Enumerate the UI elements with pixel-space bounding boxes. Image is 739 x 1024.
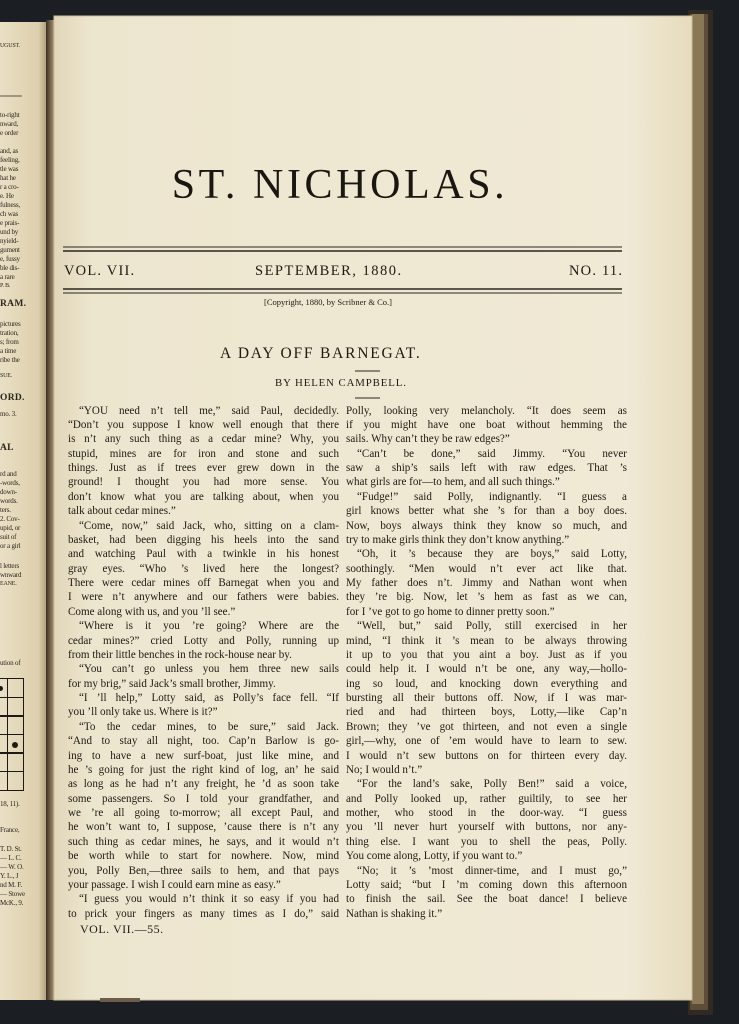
text-line: mind, “I think it ’s mean to be always throwing <box>346 634 627 647</box>
left-fragment-line: T. D. St. <box>0 845 22 853</box>
text-line: if you might have one boat without hemming the <box>346 418 627 431</box>
text-line: “And to stay all night, too. Cap’n Barlow is go- <box>68 735 339 748</box>
text-line: as long as he had n’t any freight, he ’d as soon take <box>68 778 339 791</box>
text-line: “Well, but,” said Polly, still exercised in her <box>357 620 627 633</box>
text-line: it up to you that you aint a boy. Just as if you <box>346 648 627 661</box>
text-line: is n’t any such thing as a cedar mine? Why, you <box>68 433 339 446</box>
left-fragment-line: tle was <box>0 165 19 173</box>
text-line: we ’re all going to-morrow; all except Paul, and <box>68 807 339 819</box>
text-line: to finish the sail. See the boat dance! I believe <box>346 893 627 906</box>
text-line: stupid, mines are for iron and stone and such <box>68 447 339 460</box>
text-line: you ’ll never hurt yourself with buttons, nor any- <box>346 821 627 834</box>
left-fragment-line: e prais- <box>0 219 20 227</box>
text-line: girl knows better what she ’s for than a boy does. <box>346 505 627 518</box>
text-line: ing to have a new surf-boat, just like mine, and <box>68 749 339 762</box>
masthead-title: ST. NICHOLAS. <box>171 162 509 208</box>
left-fragment-line: fulness, <box>0 201 20 209</box>
text-line: Lotty said; “but I ’m coming down this afternoon <box>346 878 627 891</box>
page-signature: VOL. VII.—55. <box>80 922 164 936</box>
text-line: “I guess you would n’t think it so easy if you had <box>79 893 339 906</box>
text-line: what girls are for—to hem, and all such things.” <box>346 476 560 489</box>
left-fragment-line: 18, 11). <box>0 800 20 808</box>
article-byline: BY HELEN CAMPBELL. <box>275 377 407 389</box>
left-fragment-line: nward, <box>0 120 19 128</box>
text-line: gray eyes. “Who ’s lived here the longest? <box>68 562 339 575</box>
left-fragment-line: France, <box>0 826 20 834</box>
article-title: A DAY OFF BARNEGAT. <box>220 345 422 362</box>
text-line: “To the cedar mines, to be sure,” said Jack. <box>79 720 339 733</box>
text-line: My father does n’t. Jimmy and Nathan wont when <box>346 577 627 589</box>
text-line: for I ’ve got to go home to dinner pretty soon.” <box>346 605 555 618</box>
left-fragment-line: -words, <box>0 479 20 487</box>
text-line: and watching Paul with a twinkle in his honest <box>68 548 339 561</box>
text-line: you, Polly Ben,—three sails to hem, and that pays <box>68 864 339 877</box>
issue-date: SEPTEMBER, 1880. <box>255 263 403 279</box>
text-line: “YOU need n’t tell me,” said Paul, decidedly. <box>79 404 339 417</box>
text-line: Brown; they ’ve got thirteen, and not even a single <box>346 720 627 733</box>
text-line: Nathan is shaking it.” <box>346 907 443 920</box>
text-line: and Polly looked up, rather guiltily, to see her <box>346 792 627 805</box>
text-line: I were n’t anywhere and our fathers were babies. <box>68 591 339 604</box>
text-line: No; I would n’t.” <box>346 763 423 776</box>
left-fragment-line: s; from <box>0 338 19 346</box>
grid-dot <box>12 742 18 748</box>
left-fragment-line: e. He <box>0 192 14 200</box>
left-fragment-line: ORD. <box>0 393 25 403</box>
text-line: “Come, now,” said Jack, who, sitting on a clam- <box>79 519 339 532</box>
left-fragment-line: nd M. F. <box>0 881 22 889</box>
left-fragment-line: 2. Cov- <box>0 515 20 523</box>
text-line: to prick your fingers as many times as I do,” said <box>68 907 339 920</box>
text-line: “I ’ll help,” Lotty said, as Polly’s face fell. “If <box>79 692 339 704</box>
left-fragment-line: a rare <box>0 273 15 281</box>
text-line: sails. Why can’t they be raw edges?” <box>346 433 510 446</box>
puzzle-grid <box>0 678 26 792</box>
left-fragment-line: a time <box>0 347 17 355</box>
text-line: your passage. I wish I could earn mine as easy.” <box>68 878 281 891</box>
left-fragment-line: P. B. <box>0 283 11 289</box>
left-fragment-line: rd and <box>0 470 17 478</box>
text-line: “You can’t go unless you hem three new sails <box>79 663 339 676</box>
left-fragment-line: and, as <box>0 147 19 155</box>
text-line: “Don’t you suppose I know well enough that there <box>68 418 339 431</box>
left-fragment-line: UGUST. <box>0 43 20 49</box>
text-line: Now, boys always think they know so much, and <box>346 519 627 532</box>
left-fragment-line: nyield- <box>0 237 19 245</box>
text-line: I would n’t sew buttons on for thirteen every day. <box>346 749 627 762</box>
text-line: There were cedar mines off Barnegat when you and <box>68 577 339 589</box>
left-fragment-line: ution of <box>0 659 21 667</box>
left-fragment-line: r a cro- <box>0 183 19 191</box>
text-line: he ’s going for just the right kind of log, an’ he said <box>68 763 339 776</box>
text-line: try to make girls think they don’t know anything.” <box>346 533 570 546</box>
left-fragment-line: pictures <box>0 320 21 328</box>
text-line: You come along, Lotty, if you want to.” <box>346 850 523 863</box>
text-line: “For the land’s sake, Polly Ben!” said a voice, <box>357 778 627 791</box>
text-line: thing else. I want you to shell the peas, Polly. <box>346 835 627 848</box>
text-line: basket, had been digging his heels into the sand <box>68 533 339 546</box>
left-fragment-line: Y. L., J <box>0 872 19 880</box>
text-line: cedar mines?” cried Lotty and Polly, running up <box>68 634 339 647</box>
left-fragment-line: or a girl <box>0 542 21 550</box>
left-fragment-line: hat he <box>0 174 16 182</box>
left-fragment-line: l letters <box>0 562 19 570</box>
left-fragment-line: ribe the <box>0 356 20 364</box>
text-line: be worth while to start for nowhere. Now, mind <box>68 850 339 863</box>
left-fragment-line: EANE. <box>0 581 17 587</box>
text-line: for my brig,” said Jack’s small brother, Jimmy. <box>68 677 276 690</box>
text-line: soothingly. “Men would n’t ever act like that. <box>346 562 627 575</box>
left-fragment-line: — Stowe <box>0 890 25 898</box>
text-line: ing so loud, and knocking down everything and <box>346 677 627 690</box>
left-fragment-line: ble dis- <box>0 264 20 272</box>
volume-label <box>64 263 135 280</box>
text-line: “Where is it you ’re going? Where are the <box>79 620 339 633</box>
left-fragment-line: — L. C. <box>0 854 22 862</box>
text-line: “Fudge!” said Polly, indignantly. “I guess a <box>357 490 627 503</box>
left-fragment-line: gument <box>0 246 20 254</box>
text-line: from their little benches in the rock-house near by. <box>68 648 292 661</box>
text-line: things. Just as if trees ever grew down in the <box>68 462 339 474</box>
text-line: you ’ll only take us. Where is it?” <box>68 706 218 719</box>
text-line: Come along with us, and you ’ll see.” <box>68 605 236 618</box>
left-fragment-line: tration, <box>0 329 19 337</box>
text-line: “Oh, it ’s because they are boys,” said Lotty, <box>357 548 627 561</box>
left-fragment-line: e order <box>0 129 19 137</box>
left-fragment-line: e, fussy <box>0 255 20 263</box>
text-line: girl,—why, one of ’em would have to learn to sew. <box>346 735 627 748</box>
text-line: bursting all their buttons off. Now, if I was mar- <box>346 692 627 704</box>
left-fragment-line: upid, or <box>0 524 21 532</box>
left-fragment-line: suit of <box>0 533 17 541</box>
text-line: such thing as cedar mines, he says, and it would n’t <box>68 835 339 848</box>
text-line: ground! I thought you had more sense. You <box>68 476 339 489</box>
left-fragment-line: to-right <box>0 111 20 119</box>
left-fragment-line: — W. O. <box>0 863 24 871</box>
text-line: ried and had thirteen boys, Lotty,—like Cap’n <box>346 706 627 719</box>
left-fragment-line: ters. <box>0 506 11 514</box>
text-line: saw a ship’s sails left with raw edges. That ’s <box>346 462 627 474</box>
left-fragment-line: words. <box>0 497 18 505</box>
article-left-column <box>68 404 339 922</box>
left-fragment-line: AL <box>0 443 14 453</box>
volume-text: VOL. VII. <box>64 263 136 279</box>
copyright-notice: [Copyright, 1880, by Scribner & Co.] <box>264 297 392 307</box>
text-line: Polly, looking very melancholy. “It does seem as <box>346 404 627 417</box>
article-right-column <box>346 404 627 922</box>
text-line: they ’re big. Now, let ’s hem as fast as we can, <box>346 591 627 604</box>
text-line: could help it. I would n’t be one, any way,—hollo- <box>346 663 627 676</box>
issue-number: NO. 11. <box>569 263 624 279</box>
left-fragment-line: down- <box>0 488 17 496</box>
left-fragment-line: mo. 3. <box>0 410 17 418</box>
text-line: “Can’t be done,” said Jimmy. “You never <box>357 447 627 460</box>
text-line: mother, who stood in the door-way. “I guess <box>346 807 627 819</box>
text-line: “No; it ’s ’most dinner-time, and I must go,” <box>357 864 627 877</box>
left-fragment-line: wnward <box>0 571 22 579</box>
left-fragment-line: RAM. <box>0 299 27 309</box>
left-fragment-line: feeling, <box>0 156 20 164</box>
text-line: some passengers. So I told your grandfather, and <box>68 792 339 805</box>
left-fragment-line: McK., 9. <box>0 899 24 907</box>
text-line: don’t know what you are talking about, when you <box>68 490 339 503</box>
text-line: he won’t want to, I suppose, ’cause there is n’t any <box>68 821 339 834</box>
left-fragment-line: SUE. <box>0 373 13 379</box>
left-fragment-line: ch was <box>0 210 19 218</box>
text-line: talk about cedar mines.” <box>68 505 176 518</box>
left-fragment-line: und by <box>0 228 19 236</box>
